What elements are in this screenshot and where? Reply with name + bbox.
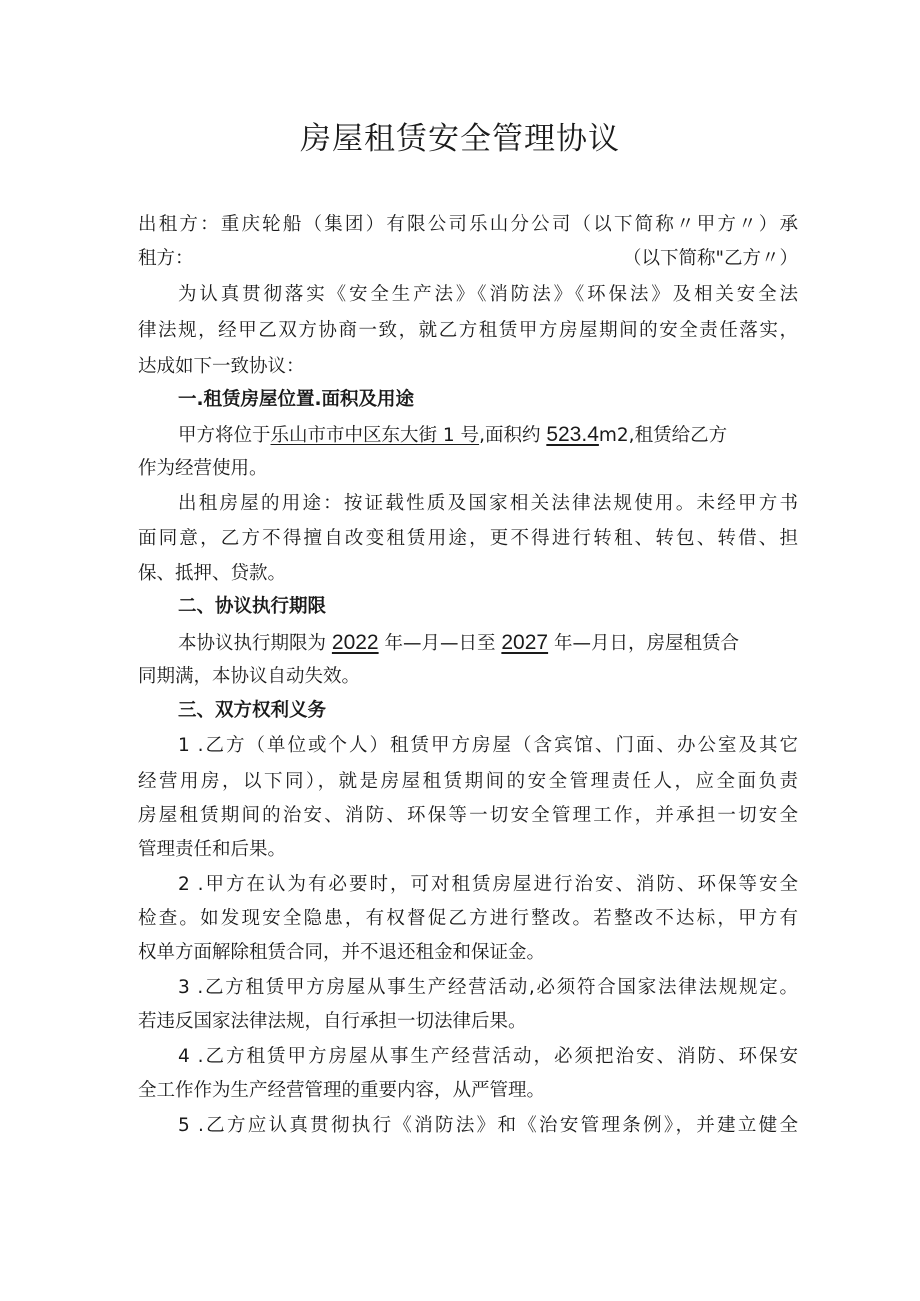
lessee-note: （以下简称"乙方〃） (622, 248, 798, 269)
item4-line1: 4 .乙方租赁甲方房屋从事生产经营活动，必须把治安、消防、环保安 (178, 1046, 798, 1067)
intro-line-3: 达成如下一致协议： (138, 356, 305, 377)
leased-address: 乐山市市中区东大街 1 号 (270, 425, 480, 446)
end-year: 2027 (501, 631, 549, 654)
lessor-line: 出租方：重庆轮船（集团）有限公司乐山分公司（以下简称〃甲方〃）承 (138, 214, 798, 235)
section3-heading: 三、双方权利义务 (178, 700, 327, 721)
intro-line-1: 为认真贯彻落实《安全生产法》《消防法》《环保法》及相关安全法 (178, 284, 798, 305)
s1-p1-post: m2,租赁给乙方 (598, 425, 728, 446)
item1-line2: 经营用房，以下同），就是房屋租赁期间的安全管理责任人，应全面负责 (138, 771, 798, 792)
section2-heading: 二、协议执行期限 (178, 596, 327, 617)
intro-line-2: 律法规，经甲乙双方协商一致，就乙方租赁甲方房屋期间的安全责任落实， (138, 320, 798, 341)
item2-line1: 2 .甲方在认为有必要时，可对租赁房屋进行治安、消防、环保等安全 (178, 874, 798, 895)
s2-p1-pre: 本协议执行期限为 (178, 633, 332, 654)
leased-area: 523.4 (546, 423, 599, 446)
start-year: 2022 (331, 631, 379, 654)
s2-p1-post: 年—月日，房屋租赁合 (548, 633, 739, 654)
item1-line1: 1 .乙方（单位或个人）租赁甲方房屋（含宾馆、门面、办公室及其它 (178, 735, 798, 756)
item4-line2: 全工作作为生产经营管理的重要内容，从严管理。 (138, 1080, 546, 1101)
item5-line1: 5 .乙方应认真贯彻执行《消防法》和《治安管理条例》，并建立健全 (178, 1115, 798, 1136)
s1-p1-pre: 甲方将位于 (178, 425, 271, 446)
item3-line1: 3 .乙方租赁甲方房屋从事生产经营活动,必须符合国家法律法规规定。 (178, 977, 798, 998)
section1-p1-line2: 作为经营使用。 (138, 458, 268, 479)
section2-p1-line2: 同期满，本协议自动失效。 (138, 666, 361, 687)
item1-line4: 管理责任和后果。 (138, 839, 287, 860)
section2-p1-line1 (178, 628, 798, 658)
section1-heading: 一.租赁房屋位置.面积及用途 (178, 389, 415, 410)
item1-line3: 房屋租赁期间的治安、消防、环保等一切安全管理工作，并承担一切安全 (138, 805, 798, 826)
section1-p2-line3: 保、抵押、贷款。 (138, 563, 287, 584)
section1-p2-line2: 面同意，乙方不得擅自改变租赁用途，更不得进行转租、转包、转借、担 (138, 528, 798, 549)
item2-line3: 权单方面解除租赁合同，并不退还租金和保证金。 (138, 942, 546, 963)
document-title: 房屋租赁安全管理协议 (300, 121, 620, 157)
lessee-line (138, 244, 798, 274)
section1-p1-line1 (178, 420, 798, 450)
s2-p1-mid: 年—月—日至 (378, 633, 502, 654)
s1-p1-mid: ,面积约 (479, 425, 547, 446)
section1-p2-line1: 出租房屋的用途：按证载性质及国家相关法律法规使用。未经甲方书 (178, 493, 798, 514)
lessee-label: 租方： (138, 248, 194, 269)
item2-line2: 检查。如发现安全隐患，有权督促乙方进行整改。若整改不达标，甲方有 (138, 908, 798, 929)
item3-line2: 若违反国家法律法规，自行承担一切法律后果。 (138, 1011, 527, 1032)
